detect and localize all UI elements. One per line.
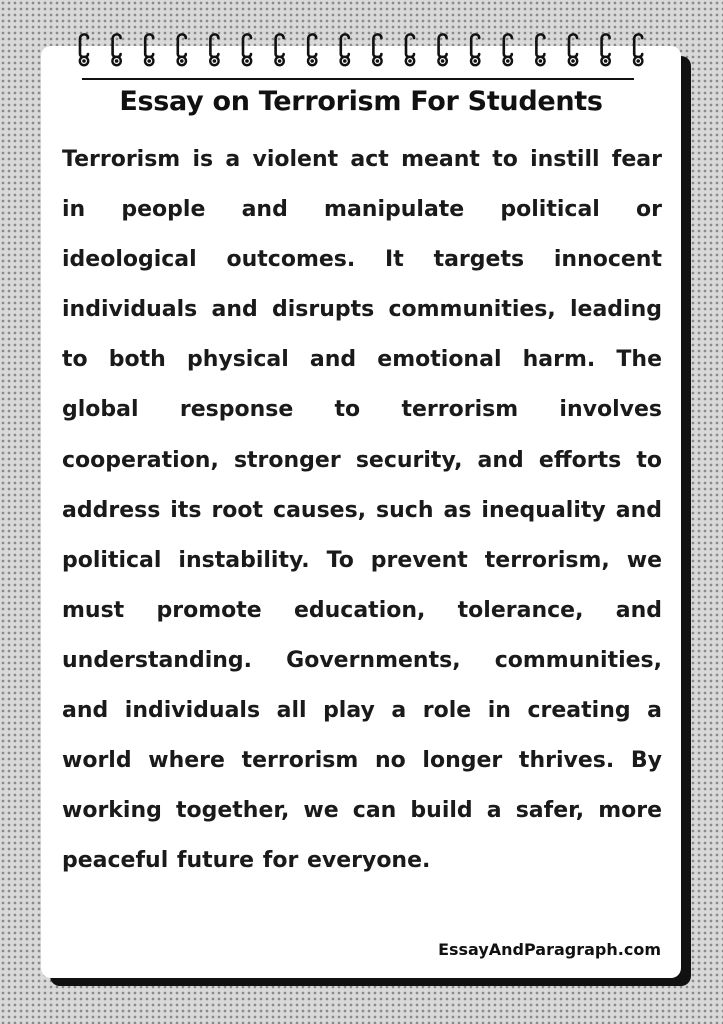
binding-ring-icon [112, 34, 120, 65]
binding-ring-icon [341, 34, 349, 65]
spiral-binding-icon [72, 30, 652, 74]
essay-title: Essay on Terrorism For Students [119, 86, 603, 117]
binding-ring-icon [406, 34, 414, 65]
binding-ring-icon [275, 34, 283, 65]
binding-ring-icon [471, 34, 479, 65]
binding-ring-icon [145, 34, 153, 65]
binding-ring-icon [373, 34, 381, 65]
binding-ring-icon [504, 34, 512, 65]
binding-ring-icon [308, 34, 316, 65]
essay-body: Terrorism is a violent act meant to instill fear in people and manipulate political or ideological outcomes. It targets innocent individuals and disrupts communities, leading to both physical and emotional harm. The global response to terrorism involves cooperation, stronger security, and efforts to address its root causes, such as inequality and political instability. To prevent terrorism, we must promote education, tolerance, and understanding. Governments, communities, and individuals all play a role in creating a world where terrorism no longer thrives. By working together, we can build a safer, more peaceful future for everyone. [62, 147, 662, 874]
binding-ring-icon [80, 34, 88, 65]
binding-ring-icon [569, 34, 577, 65]
binding-ring-icon [536, 34, 544, 65]
binding-ring-icon [243, 34, 251, 65]
binding-ring-icon [178, 34, 186, 65]
site-watermark: EssayAndParagraph.com [438, 940, 661, 959]
binding-ring-icon [210, 34, 218, 65]
binding-ring-icon [634, 34, 642, 65]
binding-ring-icon [438, 34, 446, 65]
binding-ring-icon [601, 34, 609, 65]
